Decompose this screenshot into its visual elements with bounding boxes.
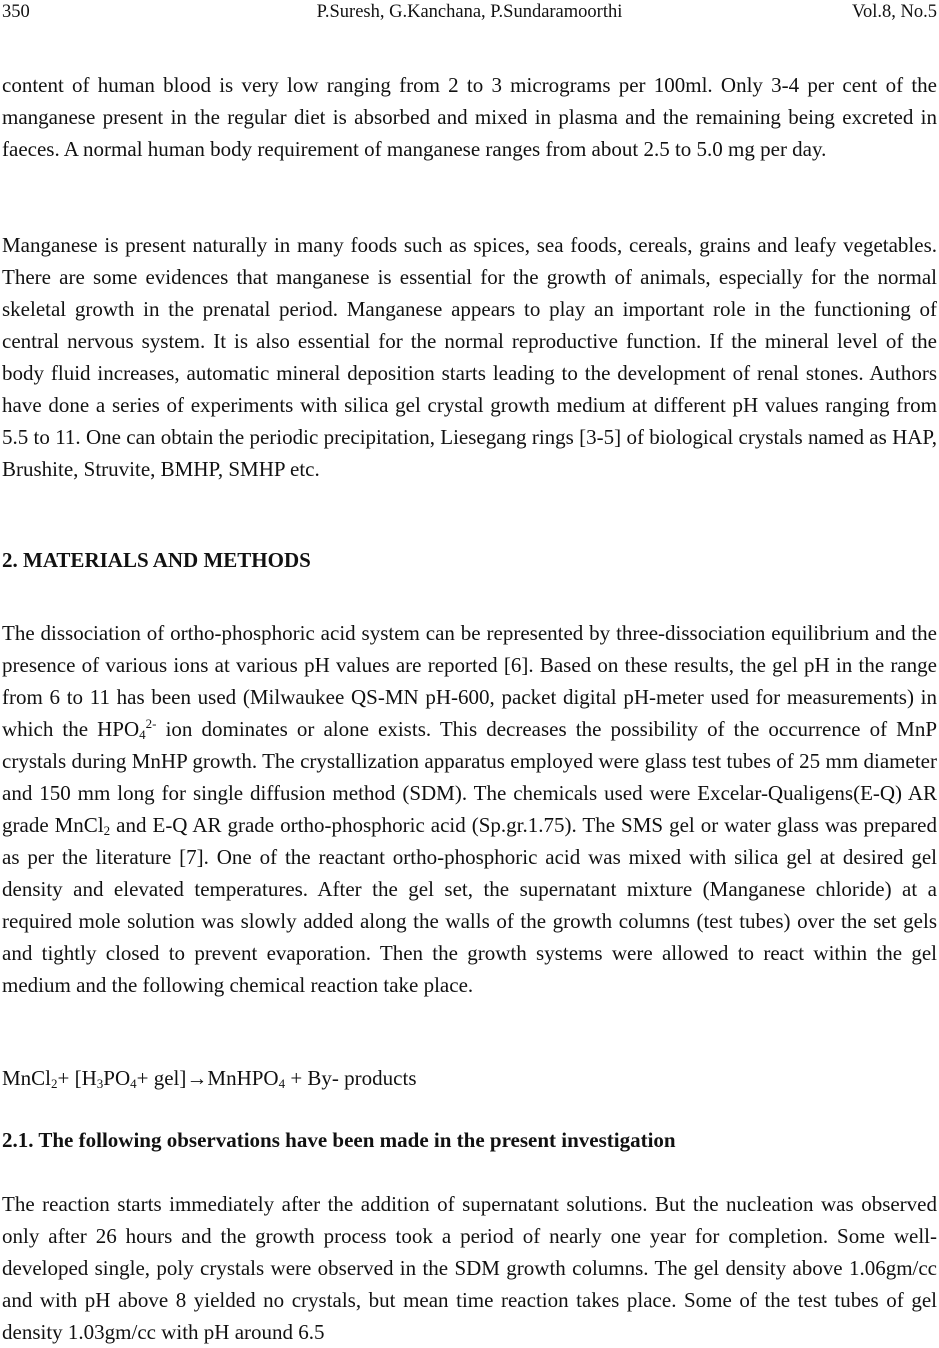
methods-text-part3: and E-Q AR grade ortho-phosphoric acid (Sp.gr.1.75). The SMS gel or water glass was prepared as per the literature [7]. One of the reactant ortho-phosphoric acid was mixed with silica gel at desired gel density and elevated temperatures. After the gel set, the supernatant mixture (Manganese chloride) at a required mole solution was slowly added along the walls of the growth columns (test tubes) over the set gels and tightly closed to prevent evaporation. Then the growth systems were allowed to react within the gel medium and the following chemical reaction take place.: [2, 813, 937, 997]
eq-mnhpo: MnHPO: [207, 1066, 279, 1090]
paragraph-methods: [2, 617, 937, 1001]
paragraph-observations: The reaction starts immediately after the addition of supernatant solutions. But the nucleation was observed only after 26 hours and the growth process took a period of nearly one year for completion. Some well-developed single, poly crystals were observed in the SDM growth columns. The gel density above 1.06gm/cc and with pH above 8 yielded no crystals, but mean time reaction takes place. Some of the test tubes of gel density 1.03gm/cc with pH around 6.5: [2, 1192, 937, 1344]
eq-po: PO: [103, 1066, 131, 1090]
section-heading-materials-methods: 2. MATERIALS AND METHODS: [2, 548, 311, 572]
eq-gel: + gel]: [136, 1066, 187, 1090]
page-number: 350: [2, 2, 30, 22]
eq-mncl: MnCl: [2, 1066, 52, 1090]
header-authors: P.Suresh, G.Kanchana, P.Sundaramoorthi: [316, 2, 623, 22]
chemical-equation: [2, 1062, 937, 1094]
section-heading-observations: 2.1. The following observations have been made in the present investigation: [2, 1128, 676, 1152]
hpo4-superscript: 2-: [145, 716, 157, 731]
eq-sub-2: 2: [51, 1076, 58, 1091]
header-volume: Vol.8, No.5: [852, 2, 937, 22]
paragraph-manganese-blood: content of human blood is very low ranging from 2 to 3 micrograms per 100ml. Only 3-4 per cent of the manganese present in the regular diet is absorbed and mixed in plasma and the remaining being excreted in faeces. A normal human body requirement of manganese ranges from about 2.5 to 5.0 mg per day.: [2, 73, 937, 161]
methods-text-part2: ion dominates or alone exists. This decreases the possibility of the occurrence of MnP crystals during MnHP growth. The crystallization apparatus employed were glass test tubes of 25 mm diameter and 150 mm long for single diffusion method (SDM). The chemicals used were Excelar-Qualigens(E-Q) AR grade MnCl: [2, 717, 937, 837]
eq-sub-4b: 4: [278, 1076, 286, 1091]
eq-h: + [H: [57, 1066, 97, 1090]
mncl2-subscript: 2: [103, 823, 111, 838]
paragraph-manganese-foods: Manganese is present naturally in many foods such as spices, sea foods, cereals, grains and leafy vegetables. There are some evidences that manganese is essential for the growth of animals, especially for the normal skeletal growth in the prenatal period. Manganese appears to play an important role in the functioning of central nervous system. It is also essential for the normal reproductive function. If the mineral level of the body fluid increases, automatic mineral deposition starts leading to the development of renal stones. Authors have done a series of experiments with silica gel crystal growth medium at different pH values ranging from 5.5 to 11. One can obtain the periodic precipitation, Liesegang rings [3-5] of biological crystals named as HAP, Brushite, Struvite, BMHP, SMHP etc.: [2, 233, 937, 481]
reaction-arrow-icon: →: [186, 1066, 208, 1090]
eq-sub-4a: 4: [130, 1076, 137, 1091]
eq-byproducts: + By- products: [285, 1066, 417, 1090]
methods-text-part1: The dissociation of ortho-phosphoric acid system can be represented by three-dissociation equilibrium and the presence of various ions at various pH values are reported [6]. Based on these results, the gel pH in the range from 6 to 11 has been used (Milwaukee QS-MN pH-600, packet digital pH-meter used for measurements) in which the HPO: [2, 621, 937, 741]
hpo4-subscript: 4: [139, 727, 146, 742]
eq-sub-3: 3: [96, 1076, 104, 1091]
